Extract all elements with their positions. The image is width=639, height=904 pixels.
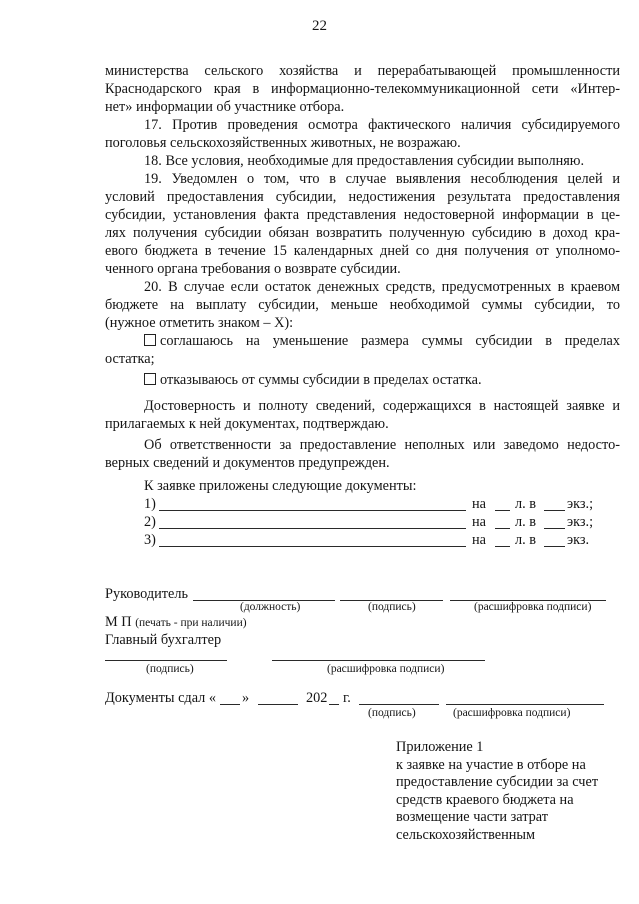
attachment-number: 2) (144, 514, 156, 530)
checkbox-refuse[interactable] (144, 373, 156, 385)
attachment-pages-field[interactable] (495, 510, 510, 511)
appendix-line: к заявке на участие в отборе на (396, 756, 586, 773)
appendix-line: средств краевого бюджета на (396, 791, 574, 808)
stamp-mp: М П (105, 614, 132, 630)
accountant-signature-field[interactable] (105, 660, 227, 661)
attachments-intro: К заявке приложены следующие документы: (144, 478, 417, 494)
paragraph-continuation (105, 62, 620, 116)
text-line: Достоверность и полноту сведений, содержащихся в настоящей заявке и (144, 398, 620, 414)
docs-day-field[interactable] (220, 704, 240, 705)
paragraph-19 (105, 170, 620, 278)
accountant-decode-caption: (расшифровка подписи) (327, 663, 445, 675)
attachment-pages-field[interactable] (495, 546, 510, 547)
text-line: ченного органа требования о возврате субсидии. (105, 261, 401, 277)
attachment-na: на (472, 514, 486, 530)
text-line: условий предоставления субсидии, недостижения результата предоставления (105, 189, 620, 205)
paragraph-20 (105, 278, 620, 332)
text-line (105, 332, 620, 350)
text-line: министерства сельского хозяйства и перерабатывающей промышленности (105, 63, 620, 79)
text-line: верных сведений и документов предупрежден. (105, 455, 390, 471)
accountant-decode-field[interactable] (272, 660, 485, 661)
text-line: лях получения субсидии обязан возвратить полученную субсидию в доход кра- (105, 225, 620, 241)
text-line: прилагаемых к ней документах, подтверждаю. (105, 416, 389, 432)
head-label: Руководитель (105, 586, 189, 602)
text-line: нет» информации об участнике отбора. (105, 99, 345, 115)
attachment-copies-field[interactable] (544, 528, 565, 529)
docs-month-field[interactable] (258, 704, 298, 705)
option-refuse (105, 371, 620, 389)
text-line: остатка; (105, 351, 155, 367)
attachment-na: на (472, 532, 486, 548)
option-agree (105, 332, 620, 368)
attachment-pages-label: л. в (515, 532, 537, 548)
attachment-number: 1) (144, 496, 156, 512)
reliability-statement (105, 397, 620, 433)
text-line: Об ответственности за предоставление неполных или заведомо недосто- (144, 437, 620, 453)
page-number: 22 (312, 18, 327, 34)
docs-year-suffix: г. (343, 690, 351, 706)
text-line: (нужное отметить знаком – X): (105, 315, 294, 331)
appendix-line: возмещение части затрат (396, 809, 548, 825)
appendix-line: предоставление субсидии за счет (396, 774, 599, 790)
docs-signature-caption: (подпись) (368, 707, 416, 719)
appendix-block (396, 739, 598, 844)
paragraph-18 (105, 152, 620, 170)
stamp-label (105, 614, 247, 631)
decode-caption: (расшифровка подписи) (474, 601, 592, 613)
attachment-name-field[interactable] (159, 546, 466, 547)
docs-year: 202 (306, 690, 328, 706)
option-agree-label: соглашаюсь на уменьшение размера суммы субсидии в пределах (160, 333, 620, 349)
attachment-name-field[interactable] (159, 510, 466, 511)
docs-signature-field[interactable] (359, 704, 439, 705)
attachment-copies-label: экз.; (567, 514, 594, 530)
attachment-copies-label: экз.; (567, 496, 594, 512)
text-line: субсидии, установления факта представления недостоверной информации в це- (105, 207, 620, 223)
docs-submitted-mid: » (242, 690, 250, 706)
attachment-pages-label: л. в (515, 496, 537, 512)
stamp-note: (печать - при наличии) (135, 617, 247, 629)
text-line: 18. Все условия, необходимые для предоставления субсидии выполняю. (144, 153, 585, 169)
attachment-pages-field[interactable] (495, 528, 510, 529)
text-line: евого бюджета в течение 15 календарных дней со дня получения от уполномо- (105, 243, 620, 259)
paragraph-17 (105, 116, 620, 152)
attachment-copies-field[interactable] (544, 546, 565, 547)
text-line (105, 371, 620, 389)
appendix-title: Приложение 1 (396, 739, 484, 755)
docs-submitted-prefix: Документы сдал « (105, 690, 217, 706)
text-line: 19. Уведомлен о том, что в случае выявления несоблюдения целей и (144, 171, 620, 187)
appendix-line: сельскохозяйственным (396, 826, 536, 843)
docs-year-field[interactable] (329, 704, 339, 705)
checkbox-agree[interactable] (144, 334, 156, 346)
position-caption: (должность) (240, 601, 301, 613)
text-line: Краснодарского края в информационно-телекоммуникационной сети «Интер- (105, 81, 620, 97)
accountant-signature-caption: (подпись) (146, 663, 194, 675)
text-line: бюджете на выплату субсидии, меньше необходимой суммы субсидии, то (105, 297, 620, 313)
option-refuse-label: отказываюсь от суммы субсидии в пределах остатка. (160, 372, 482, 388)
accountant-label: Главный бухгалтер (105, 632, 222, 648)
attachment-copies-field[interactable] (544, 510, 565, 511)
attachment-number: 3) (144, 532, 156, 548)
docs-decode-field[interactable] (446, 704, 604, 705)
attachment-copies-label: экз. (567, 532, 590, 548)
docs-decode-caption: (расшифровка подписи) (453, 707, 571, 719)
text-line: поголовья сельскохозяйственных животных, не возражаю. (105, 135, 461, 151)
responsibility-statement (105, 436, 620, 472)
attachment-name-field[interactable] (159, 528, 466, 529)
signature-caption: (подпись) (368, 601, 416, 613)
text-line: 17. Против проведения осмотра фактического наличия субсидируемого (144, 117, 620, 133)
attachment-pages-label: л. в (515, 514, 537, 530)
text-line: 20. В случае если остаток денежных средств, предусмотренных в краевом (144, 279, 620, 295)
attachment-na: на (472, 496, 486, 512)
